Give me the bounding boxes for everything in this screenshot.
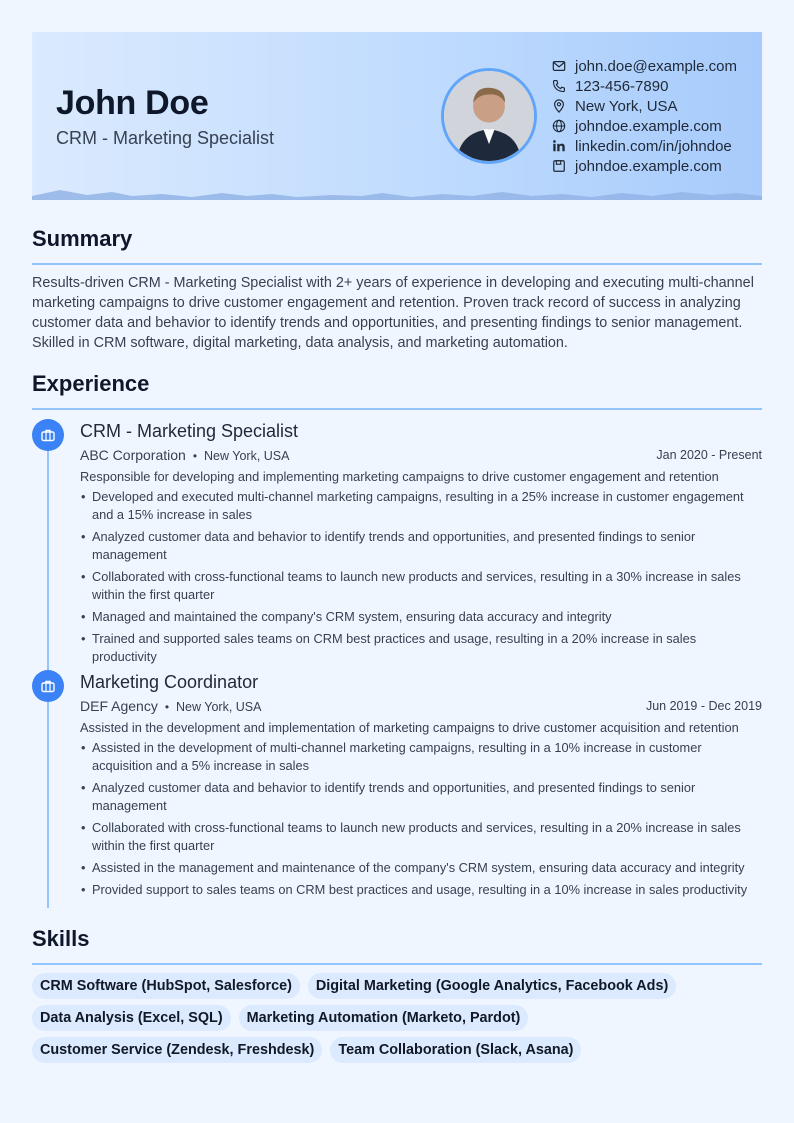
list-item: • Assisted in the management and maintenance of the company's CRM system, ensuring data accuracy and integrity <box>80 859 762 877</box>
list-item: • Analyzed customer data and behavior to identify trends and opportunities, and presented findings to senior management <box>80 779 762 815</box>
list-item: • Provided support to sales teams on CRM best practices and usage, resulting in a 10% increase in sales productivity <box>80 881 762 899</box>
globe-icon <box>552 119 566 133</box>
skill-tag: Data Analysis (Excel, SQL) <box>32 1005 231 1031</box>
candidate-name: John Doe <box>56 84 209 122</box>
experience-item <box>80 669 762 903</box>
job-dates: Jan 2020 - Present <box>656 448 762 462</box>
list-item: • Managed and maintained the company's CRM system, ensuring data accuracy and integrity <box>80 608 762 626</box>
list-item: • Analyzed customer data and behavior to identify trends and opportunities, and presented findings to senior management <box>80 528 762 564</box>
skill-tag: Customer Service (Zendesk, Freshdesk) <box>32 1037 322 1063</box>
separator-dot: • <box>192 449 198 463</box>
phone-icon <box>552 79 566 93</box>
person-avatar-icon <box>444 71 534 161</box>
linkedin-icon <box>552 139 566 153</box>
contact-phone-text: 123-456-7890 <box>575 77 669 95</box>
job-title: Marketing Coordinator <box>80 672 259 692</box>
job-bullets <box>80 739 762 899</box>
skill-tag: Team Collaboration (Slack, Asana) <box>330 1037 581 1063</box>
job-location: New York, USA <box>176 700 262 714</box>
summary-heading: Summary <box>32 226 133 251</box>
summary-text: Results-driven CRM - Marketing Specialist with 2+ years of experience in developing and executing multi-channel marketing campaigns to drive customer engagement and retention. Proven track record of success in analyzing customer data and behavior to identify trends and opportunities, and presenting findings to senior management. Skilled in CRM software, digital marketing, data analysis, and marketing automation. <box>32 275 754 351</box>
job-title: CRM - Marketing Specialist <box>80 421 299 441</box>
skill-tag: Digital Marketing (Google Analytics, Facebook Ads) <box>308 973 676 999</box>
job-description: Responsible for developing and implementing marketing campaigns to drive customer engagement and retention <box>80 469 719 484</box>
mountain-decoration <box>32 184 762 200</box>
job-location: New York, USA <box>204 449 290 463</box>
job-company: ABC Corporation <box>80 447 186 463</box>
experience-item <box>80 418 762 670</box>
portfolio-icon <box>552 159 566 173</box>
job-description: Assisted in the development and implementation of marketing campaigns to drive customer acquisition and retention <box>80 720 739 735</box>
list-item: • Collaborated with cross-functional teams to launch new products and services, resulting in a 20% increase in sales within the first quarter <box>80 819 762 855</box>
skills-divider <box>32 963 762 965</box>
candidate-role: CRM - Marketing Specialist <box>56 128 275 148</box>
contact-linkedin-text: linkedin.com/in/johndoe <box>575 137 732 155</box>
briefcase-icon <box>32 670 64 702</box>
job-bullets <box>80 488 762 666</box>
job-company: DEF Agency <box>80 698 158 714</box>
resume-header <box>32 32 762 200</box>
separator-dot: • <box>164 700 170 714</box>
briefcase-icon <box>32 419 64 451</box>
contact-portfolio[interactable] <box>552 156 757 176</box>
job-meta <box>80 695 762 717</box>
contact-email-text: john.doe@example.com <box>575 57 737 75</box>
experience-divider <box>32 408 762 410</box>
job-dates: Jun 2019 - Dec 2019 <box>645 699 762 713</box>
location-pin-icon <box>552 99 566 113</box>
contact-linkedin[interactable] <box>552 136 757 156</box>
list-item: • Trained and supported sales teams on CRM best practices and usage, resulting in a 20% increase in sales productivity <box>80 630 762 666</box>
contact-phone[interactable] <box>552 76 757 96</box>
contact-location <box>552 96 757 116</box>
job-meta <box>80 444 762 466</box>
contact-website[interactable] <box>552 116 757 136</box>
list-item: • Developed and executed multi-channel marketing campaigns, resulting in a 25% increase in customer engagement and a 15% increase in sales <box>80 488 762 524</box>
contact-list <box>552 56 757 176</box>
contact-website-text: johndoe.example.com <box>575 117 722 135</box>
contact-email[interactable] <box>552 56 757 76</box>
profile-photo <box>441 68 537 164</box>
contact-location-text: New York, USA <box>575 97 678 115</box>
contact-portfolio-text: johndoe.example.com <box>575 157 722 175</box>
mail-icon <box>552 59 566 73</box>
skill-tag: Marketing Automation (Marketo, Pardot) <box>239 1005 529 1031</box>
list-item: • Collaborated with cross-functional teams to launch new products and services, resulting in a 30% increase in sales within the first quarter <box>80 568 762 604</box>
list-item: • Assisted in the development of multi-channel marketing campaigns, resulting in a 10% increase in customer acquisition and a 5% increase in sales <box>80 739 762 775</box>
skills-list <box>32 973 762 1063</box>
skill-tag: CRM Software (HubSpot, Salesforce) <box>32 973 300 999</box>
summary-divider <box>32 263 762 265</box>
experience-heading: Experience <box>32 371 150 396</box>
skills-heading: Skills <box>32 926 90 951</box>
